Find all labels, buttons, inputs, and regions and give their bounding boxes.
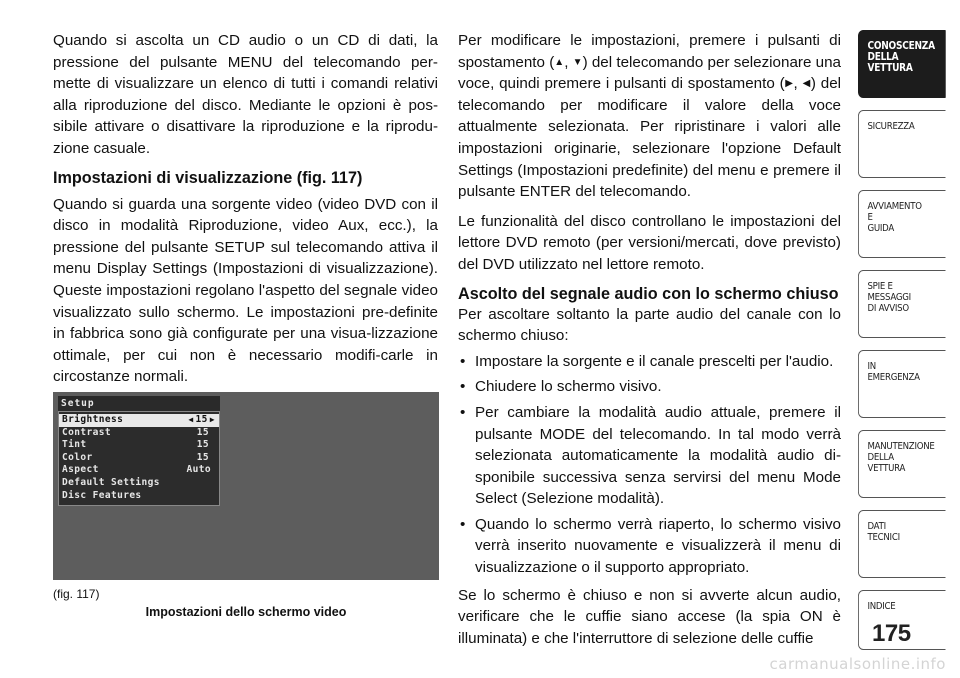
section-heading-audio-closed-screen: Ascolto del segnale audio con lo schermo chiuso — [458, 284, 839, 303]
setup-menu-title: Setup — [58, 396, 220, 411]
menu-item-default-settings — [59, 477, 219, 490]
paragraph-audio-intro: Per ascoltare soltanto la parte audio del canale con lo schermo chiuso: — [458, 305, 841, 345]
menu-item-contrast — [59, 427, 219, 440]
menu-item-aspect — [59, 464, 219, 477]
paragraph-no-audio: Se lo schermo è chiuso e non si avverte alcun audio, verificare che le cuffie siano accese (la spia ON è illuminata) e che l'interruttore di selezione delle cuffie — [458, 586, 841, 647]
left-triangle-icon: ◀ — [188, 415, 194, 424]
page-number: 175 — [872, 620, 911, 647]
tab-avviamento-guida[interactable]: AVVIAMENTO E GUIDA — [858, 190, 946, 258]
right-triangle-icon: ▶ — [209, 415, 215, 424]
paragraph-cd-menu: Quando si ascolta un CD audio o un CD di dati, la pressione del pulsante MENU del telecomando per-mette di visualizzare un elenco di tutti i comandi relativi alla riproduzione del disco. Mediante le opzioni è pos-sibile attivare o disattivare la riproduzione e la riprodu-zione casuale. — [53, 32, 438, 157]
arrow-left-icon: ◀ — [802, 78, 811, 90]
paragraph-disc-features: Le funzionalità del disco controllano le impostazioni del lettore DVD remoto (per versioni/mercati, dove previsto) del DVD utilizzato nel lettore remoto. — [458, 212, 841, 273]
figure-number: (fig. 117) — [53, 587, 100, 601]
arrow-up-icon: ▲ — [554, 56, 565, 68]
section-heading-display-settings: Impostazioni di visualizzazione (fig. 117) — [53, 168, 363, 187]
watermark-text: carmanualsonline.info — [769, 655, 946, 673]
tab-spie-messaggi[interactable]: SPIE E MESSAGGI DI AVVISO — [858, 270, 946, 338]
menu-item-label: Contrast — [62, 426, 111, 438]
tab-indice[interactable]: INDICE — [858, 590, 946, 650]
menu-item-value: Auto — [186, 464, 211, 476]
menu-item-label: Tint — [62, 439, 87, 451]
list-item: • Per cambiare la modalità audio attuale, premere il pulsante MODE del telecomando. In tal modo verrà selezionata automaticamente la modalità audio di-sponibile successiva senza servirsi del menu Mode Select (Selezione modalità). — [458, 402, 841, 510]
menu-item-label: Color — [62, 451, 93, 463]
menu-item-tint — [59, 439, 219, 452]
menu-item-label: Brightness — [62, 414, 124, 425]
tab-sicurezza[interactable]: SICUREZZA — [858, 110, 946, 178]
menu-item-value: 15 — [196, 426, 209, 438]
bullet-list — [458, 351, 841, 579]
menu-item-color — [59, 452, 219, 465]
tab-dati-tecnici[interactable]: DATI TECNICI — [858, 510, 946, 578]
right-column — [458, 30, 841, 657]
menu-item-label: Disc Features — [62, 489, 142, 501]
tab-emergenza[interactable]: IN EMERGENZA — [858, 350, 946, 418]
menu-item-value: 15 — [195, 414, 208, 425]
list-item: • Impostare la sorgente e il canale prescelti per l'audio. — [458, 351, 841, 373]
arrow-right-icon: ▶ — [784, 78, 794, 90]
list-item: • Chiudere lo schermo visivo. — [458, 376, 841, 398]
setup-menu-panel — [58, 396, 220, 506]
tab-conoscenza-vettura[interactable]: CONOSCENZA DELLA VETTURA — [858, 30, 946, 98]
paragraph-change-settings: Per modificare le impostazioni, premere i pulsanti di spostamento (▲, ▼) del telecomando per selezionare una voce, quindi premere i pulsanti di spostamento (▶, ◀) del telecomando per modificare il valore della voce attualmente selezionata. Per ripristinare i valori alle impostazioni originarie, selezionare l'opzione Default Settings (Impostazioni predefinite) del menu e premere il pulsante ENTER del telecomando. — [458, 32, 842, 201]
arrow-down-icon: ▼ — [572, 56, 583, 68]
paragraph-display-settings: Quando si guarda una sorgente video (video DVD con il disco in modalità Riproduzione, video Aux, ecc.), la pressione del pulsante SETUP sul telecomando attiva il menu Display Settings (Impostazioni di visualizzazione). Queste impostazioni regolano l'aspetto del segnale video visualizzato sullo schermo. Le impostazioni pre-definite in fabbrica sono già configurate per una visua-lizzazione ottimale, per cui non è necessario modifi-carle in circostanze normali. — [53, 195, 438, 386]
menu-item-label: Default Settings — [62, 476, 160, 488]
menu-item-value: 15 — [196, 451, 209, 463]
list-item: • Quando lo schermo verrà riaperto, lo schermo visivo verrà inserito nuovamente e visualizzerà il menu di visualizzazione o il supporto appropriato. — [458, 514, 841, 579]
menu-item-value: 15 — [196, 439, 209, 451]
tab-manutenzione[interactable]: MANUTENZIONE DELLA VETTURA — [858, 430, 946, 498]
figure-caption: Impostazioni dello schermo video — [145, 605, 347, 619]
menu-item-brightness — [59, 414, 219, 427]
menu-item-label: Aspect — [62, 464, 99, 476]
figure-setup-screen — [53, 392, 439, 580]
setup-menu-list — [58, 411, 220, 506]
menu-item-disc-features — [59, 490, 219, 503]
left-column — [53, 30, 438, 396]
